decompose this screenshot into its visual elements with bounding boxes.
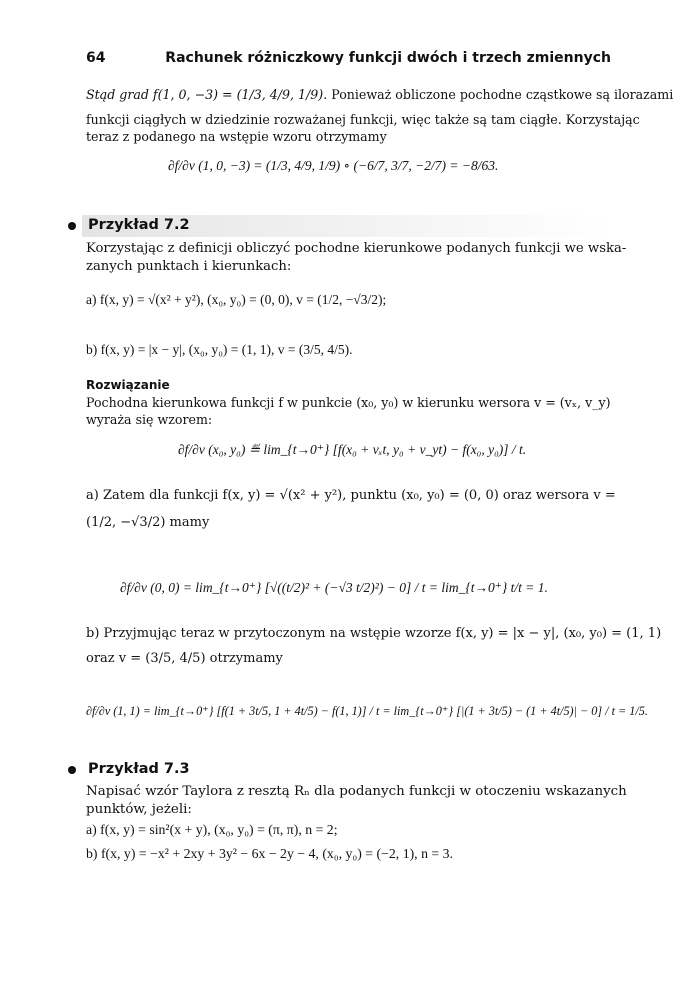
ex72-part-b: b) f(x, y) = |x − y|, (x₀, y₀) = (1, 1), v = (3/5, 4/5).: [86, 342, 353, 357]
intro-grad-formula: Stąd grad f(1, 0, −3) = (1/3, 4/9, 1/9).: [86, 87, 328, 102]
ex73-task-2: punktów, jeżeli:: [86, 802, 192, 817]
running-title: Rachunek różniczkowy funkcji dwóch i trzech zmiennych: [165, 50, 611, 66]
solution-heading: Rozwiązanie: [86, 378, 170, 392]
part-a-text-2: (1/2, −√3/2) mamy: [86, 515, 210, 530]
ex73-part-b: b) f(x, y) = −x² + 2xy + 3y² − 6x − 2y − 4, (x₀, y₀) = (−2, 1), n = 3.: [86, 846, 454, 861]
example-7-3-title: Przykład 7.3: [88, 761, 190, 777]
ex73-part-a: a) f(x, y) = sin²(x + y), (x₀, y₀) = (π, π), n = 2;: [86, 822, 338, 837]
part-a-formula: ∂f/∂v (0, 0) = lim_{t→0⁺} [√((t/2)² + (−√3 t/2)²) − 0] / t = lim_{t→0⁺} t/t = 1.: [120, 580, 548, 595]
page-number: 64: [86, 50, 106, 66]
part-b-text-2: oraz v = (3/5, 4/5) otrzymamy: [86, 651, 283, 666]
ex72-part-a: a) f(x, y) = √(x² + y²), (x₀, y₀) = (0, 0), v = (1/2, −√3/2);: [86, 292, 387, 307]
intro-directional-formula: ∂f/∂v (1, 0, −3) = (1/3, 4/9, 1/9) ∘ (−6/7, 3/7, −2/7) = −8/63.: [168, 158, 499, 173]
intro-text-2: funkcji ciągłych w dziedzinie rozważanej funkcji, więc także są tam ciągłe. Korzystając: [86, 112, 640, 127]
part-b-text-1: b) Przyjmując teraz w przytoczonym na wstępie wzorze f(x, y) = |x − y|, (x₀, y₀) = (1, 1): [86, 626, 662, 641]
definition-formula: ∂f/∂v (x₀, y₀) ≝ lim_{t→0⁺} [f(x₀ + vₓt, y₀ + v_yt) − f(x₀, y₀)] / t.: [178, 442, 527, 457]
part-a-text-1: a) Zatem dla funkcji f(x, y) = √(x² + y²), punktu (x₀, y₀) = (0, 0) oraz wersora v =: [86, 488, 616, 503]
solution-text-1: Pochodna kierunkowa funkcji f w punkcie (x₀, y₀) w kierunku wersora v = (vₓ, v_y): [86, 395, 611, 410]
ex73-task-1: Napisać wzór Taylora z resztą Rₙ dla podanych funkcji w otoczeniu wskazanych: [86, 784, 627, 799]
intro-text-1: Ponieważ obliczone pochodne cząstkowe są ilorazami: [331, 87, 674, 102]
solution-text-2: wyraża się wzorem:: [86, 412, 213, 427]
example-7-2-title: Przykład 7.2: [88, 217, 190, 233]
intro-grad-line: [86, 86, 673, 103]
part-b-formula: ∂f/∂v (1, 1) = lim_{t→0⁺} [f(1 + 3t/5, 1 + 4t/5) − f(1, 1)] / t = lim_{t→0⁺} [|(1 + 3t/5) − (1 + 4t/5)| − 0] / t = 1/5.: [86, 704, 648, 718]
example-bullet: [68, 222, 76, 230]
ex72-task-1: Korzystając z definicji obliczyć pochodne kierunkowe podanych funkcji we wska-: [86, 241, 627, 256]
ex72-task-2: zanych punktach i kierunkach:: [86, 259, 292, 274]
intro-text-3: teraz z podanego na wstępie wzoru otrzymamy: [86, 129, 387, 144]
example-bullet: [68, 766, 76, 774]
